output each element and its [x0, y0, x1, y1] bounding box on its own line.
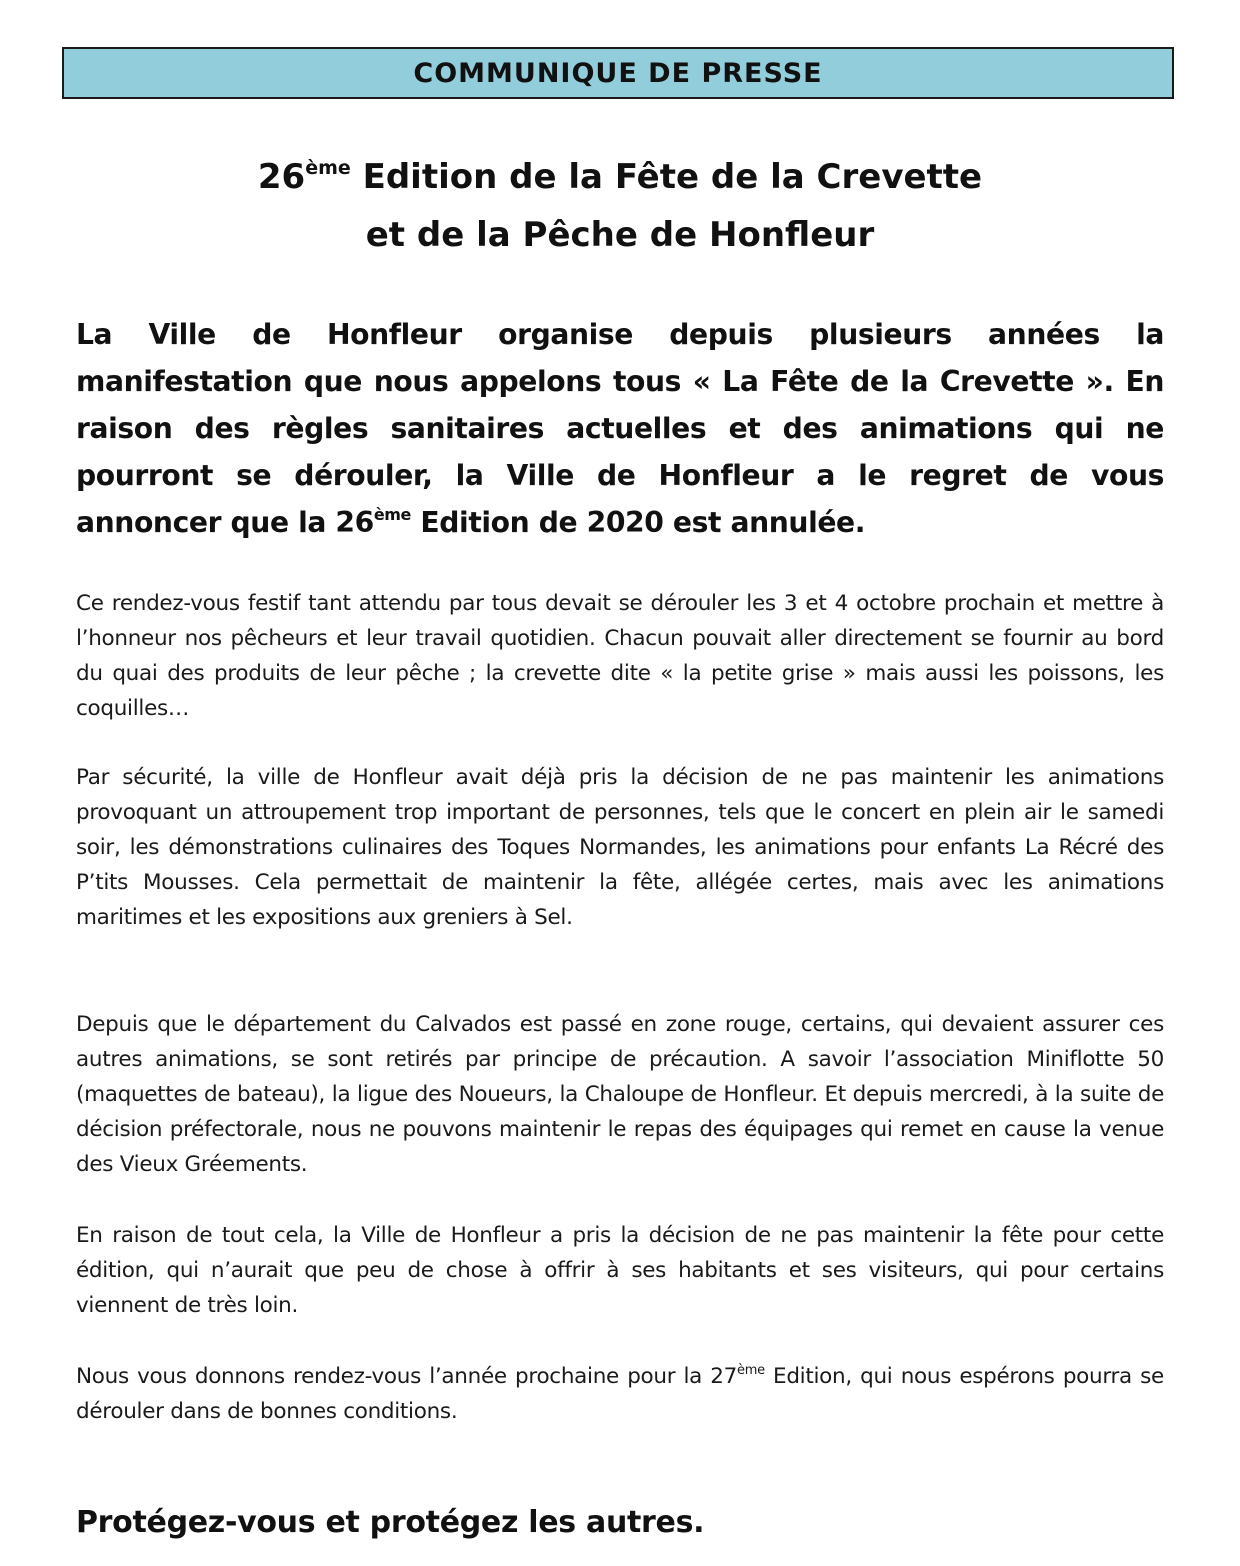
title-line-1-text: Edition de la Fête de la Crevette: [350, 157, 983, 197]
paragraph-4: En raison de tout cela, la Ville de Honfleur a pris la décision de ne pas maintenir la fête pour cette édition, qui n’aurait que peu de chose à offrir à ses habitants et ses visiteurs, qui pour certains viennent de très loin.: [76, 1223, 1164, 1318]
title-line-1: [62, 148, 1178, 206]
intro-text-2: Edition de 2020 est annulée.: [411, 506, 866, 539]
title-edition-number: 26: [257, 157, 306, 197]
paragraph-3: Depuis que le département du Calvados est passé en zone rouge, certains, qui devaient assurer ces autres animations, se sont retirés par principe de précaution. A savoir l’association Miniflotte 50 (maquettes de bateau), la ligue des Noueurs, la Chaloupe de Honfleur. Et depuis mercredi, à la suite de décision préfectorale, nous ne pouvons maintenir le repas des équipages qui remet en cause la venue des Vieux Gréements.: [76, 1012, 1164, 1177]
document-title: [62, 148, 1178, 264]
intro-paragraph: [76, 311, 1164, 546]
paragraph-2: Par sécurité, la ville de Honfleur avait déjà pris la décision de ne pas maintenir les animations provoquant un attroupement trop important de personnes, tels que le concert en plein air le samedi soir, les démonstrations culinaires des Toques Normandes, les animations pour enfants La Récré des P’tits Mousses. Cela permettait de maintenir la fête, allégée certes, mais avec les animations maritimes et les expositions aux greniers à Sel.: [76, 765, 1164, 930]
intro-text-1: La Ville de Honfleur organise depuis plusieurs années la manifestation que nous appelons tous « La Fête de la Crevette ». En raison des règles sanitaires actuelles et des animations qui ne pourront se dérouler, la Ville de Honfleur a le regret de vous annoncer que la 26: [76, 318, 1164, 539]
closing-statement: Protégez-vous et protégez les autres.: [76, 1505, 705, 1540]
title-edition-suffix: ème: [305, 157, 351, 179]
title-line-2: et de la Pêche de Honfleur: [365, 215, 875, 255]
header-banner: [62, 47, 1174, 99]
paragraph-5-text-2: Edition, qui nous espérons pourra se dérouler dans de bonnes conditions.: [76, 1364, 1164, 1424]
intro-suffix: ème: [373, 505, 412, 524]
paragraph-5-text-1: Nous vous donnons rendez-vous l’année prochaine pour la 27: [76, 1364, 738, 1389]
paragraph-1: Ce rendez-vous festif tant attendu par tous devait se dérouler les 3 et 4 octobre prochain et mettre à l’honneur nos pêcheurs et leur travail quotidien. Chacun pouvait aller directement se fournir au bord du quai des produits de leur pêche ; la crevette dite « la petite grise » mais aussi les poissons, les coquilles…: [76, 591, 1164, 721]
banner-label: COMMUNIQUE DE PRESSE: [413, 57, 823, 89]
paragraph-5-suffix: ème: [737, 1363, 765, 1378]
paragraph-5: [76, 1359, 1164, 1429]
